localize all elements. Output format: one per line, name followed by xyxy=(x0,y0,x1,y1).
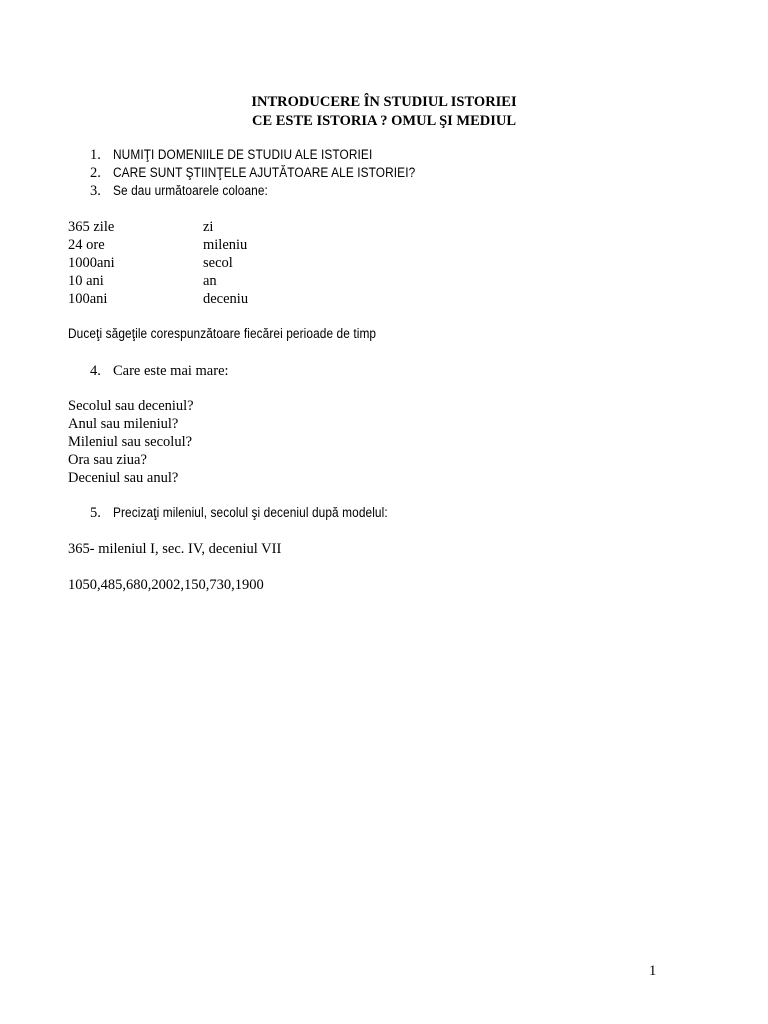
left-column-item: 24 ore xyxy=(68,237,105,253)
question-text: CARE SUNT ŞTIINŢELE AJUTĂTOARE ALE ISTORIEI? xyxy=(113,165,416,180)
question-number: 1. xyxy=(90,147,101,163)
question-number: 3. xyxy=(90,183,101,199)
left-column-item: 10 ani xyxy=(68,273,104,289)
comparison-item: Mileniul sau secolul? xyxy=(68,434,193,450)
comparison-item: Secolul sau deceniul? xyxy=(68,398,194,414)
document-subtitle: CE ESTE ISTORIA ? OMUL ŞI MEDIUL xyxy=(251,113,517,129)
comparison-item: Deceniul sau anul? xyxy=(68,470,179,486)
question-text: NUMIŢI DOMENIILE DE STUDIU ALE ISTORIEI xyxy=(113,147,373,162)
right-column-item: zi xyxy=(203,219,214,235)
numbers-list: 1050,485,680,2002,150,730,1900 xyxy=(68,577,264,593)
right-column-item: an xyxy=(203,273,217,289)
right-column-item: deceniu xyxy=(203,291,249,307)
question-text: Precizaţi mileniul, secolul şi deceniul după modelul: xyxy=(113,505,388,520)
question-number: 2. xyxy=(90,165,101,181)
page-number: 1 xyxy=(649,963,657,979)
right-column-item: mileniu xyxy=(203,237,248,253)
question-number: 5. xyxy=(90,505,101,521)
question-text: Se dau următoarele coloane: xyxy=(113,183,268,198)
left-column-item: 100ani xyxy=(68,291,108,307)
document-title: INTRODUCERE ÎN STUDIUL ISTORIEI xyxy=(251,94,517,110)
question-text: Care este mai mare: xyxy=(113,363,229,379)
comparison-item: Ora sau ziua? xyxy=(68,452,147,468)
model-example: 365- mileniul I, sec. IV, deceniul VII xyxy=(68,541,282,557)
right-column-item: secol xyxy=(203,255,233,271)
instruction-text: Duceţi săgeţile corespunzătoare fiecărei perioade de timp xyxy=(68,326,377,341)
comparison-item: Anul sau mileniul? xyxy=(68,416,179,432)
left-column-item: 365 zile xyxy=(68,219,115,235)
left-column-item: 1000ani xyxy=(68,255,115,271)
question-number: 4. xyxy=(90,363,101,379)
